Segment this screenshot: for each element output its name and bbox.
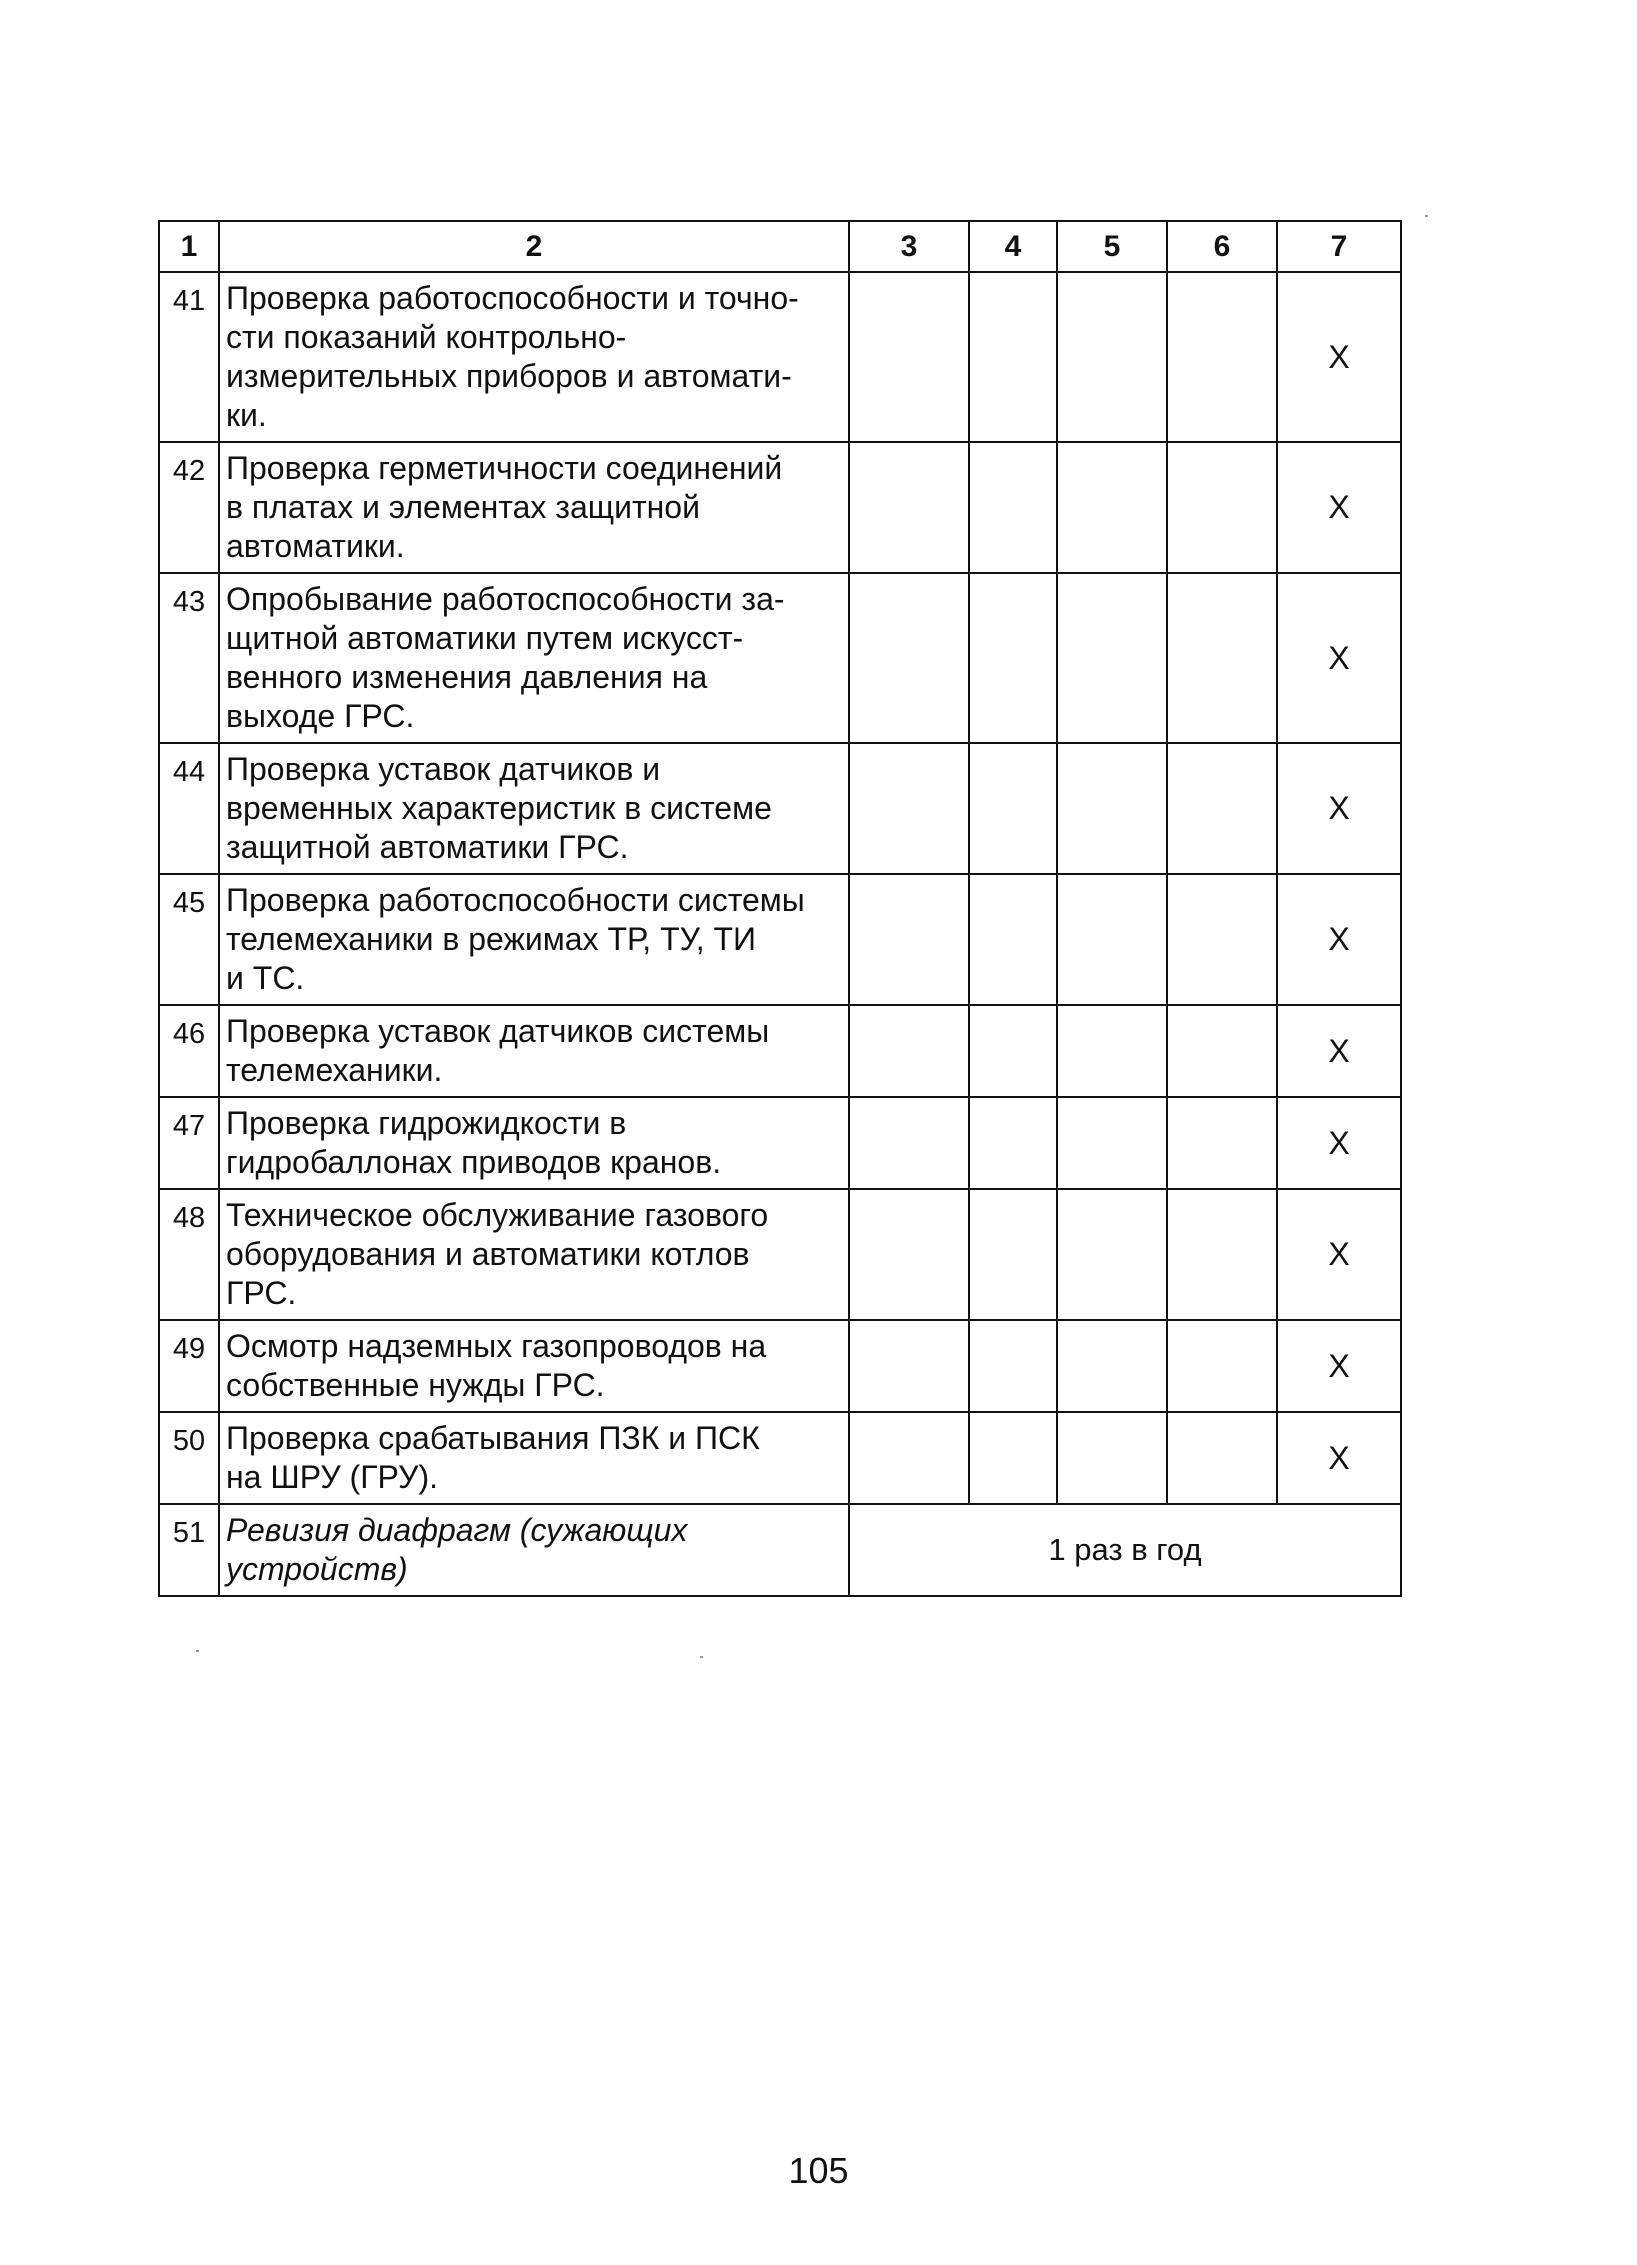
row-number: 44 bbox=[159, 743, 219, 874]
frequency-merged-cell: 1 раз в год bbox=[849, 1504, 1401, 1596]
empty-cell-col-6 bbox=[1167, 272, 1277, 442]
table-row bbox=[159, 442, 1401, 573]
description-line: ки. bbox=[226, 397, 267, 433]
empty-cell-col-5 bbox=[1057, 743, 1167, 874]
table-row bbox=[159, 1189, 1401, 1320]
table-header-row bbox=[159, 221, 1401, 272]
header-cell: 1 bbox=[159, 221, 219, 272]
row-number: 48 bbox=[159, 1189, 219, 1320]
description-line: временных характеристик в системе bbox=[226, 790, 772, 826]
row-description bbox=[219, 573, 849, 743]
description-line: ГРС. bbox=[226, 1275, 297, 1311]
row-number: 45 bbox=[159, 874, 219, 1005]
header-cell: 6 bbox=[1167, 221, 1277, 272]
row-description bbox=[219, 1320, 849, 1412]
empty-cell-col-5 bbox=[1057, 573, 1167, 743]
table-row bbox=[159, 1097, 1401, 1189]
mark-col-7: Х bbox=[1277, 1097, 1401, 1189]
description-line: Проверка работоспособности системы bbox=[226, 882, 805, 918]
empty-cell-col-3 bbox=[849, 272, 969, 442]
description-line: Проверка работоспособности и точно- bbox=[226, 280, 799, 316]
empty-cell-col-3 bbox=[849, 1097, 969, 1189]
empty-cell-col-6 bbox=[1167, 1097, 1277, 1189]
description-line: Проверка гидрожидкости в bbox=[226, 1105, 627, 1141]
header-cell: 3 bbox=[849, 221, 969, 272]
empty-cell-col-5 bbox=[1057, 1412, 1167, 1504]
empty-cell-col-5 bbox=[1057, 272, 1167, 442]
scan-speck bbox=[1425, 215, 1428, 217]
table-row bbox=[159, 573, 1401, 743]
row-description bbox=[219, 1412, 849, 1504]
description-line: оборудования и автоматики котлов bbox=[226, 1236, 750, 1272]
description-line: венного изменения давления на bbox=[226, 659, 708, 695]
empty-cell-col-6 bbox=[1167, 573, 1277, 743]
row-number: 51 bbox=[159, 1504, 219, 1596]
empty-cell-col-6 bbox=[1167, 1005, 1277, 1097]
empty-cell-col-5 bbox=[1057, 1189, 1167, 1320]
empty-cell-col-3 bbox=[849, 573, 969, 743]
description-line: и ТС. bbox=[226, 960, 305, 996]
empty-cell-col-6 bbox=[1167, 1412, 1277, 1504]
row-number: 41 bbox=[159, 272, 219, 442]
row-description bbox=[219, 1097, 849, 1189]
empty-cell-col-3 bbox=[849, 1412, 969, 1504]
empty-cell-col-6 bbox=[1167, 1189, 1277, 1320]
mark-col-7: Х bbox=[1277, 1189, 1401, 1320]
empty-cell-col-6 bbox=[1167, 1320, 1277, 1412]
row-number: 43 bbox=[159, 573, 219, 743]
empty-cell-col-4 bbox=[969, 1189, 1057, 1320]
mark-col-7: Х bbox=[1277, 1320, 1401, 1412]
empty-cell-col-3 bbox=[849, 874, 969, 1005]
row-description bbox=[219, 272, 849, 442]
header-cell: 5 bbox=[1057, 221, 1167, 272]
row-number: 47 bbox=[159, 1097, 219, 1189]
description-line: Проверка срабатывания ПЗК и ПСК bbox=[226, 1420, 760, 1456]
maintenance-table bbox=[158, 220, 1402, 1597]
row-description bbox=[219, 1005, 849, 1097]
description-line: защитной автоматики ГРС. bbox=[226, 829, 629, 865]
empty-cell-col-6 bbox=[1167, 874, 1277, 1005]
mark-col-7: Х bbox=[1277, 1005, 1401, 1097]
description-line: Проверка уставок датчиков системы bbox=[226, 1013, 770, 1049]
description-line: на ШРУ (ГРУ). bbox=[226, 1459, 439, 1495]
description-line: Осмотр надземных газопроводов на bbox=[226, 1328, 767, 1364]
empty-cell-col-3 bbox=[849, 1189, 969, 1320]
empty-cell-col-5 bbox=[1057, 1320, 1167, 1412]
description-line: сти показаний контрольно- bbox=[226, 319, 627, 355]
description-line: выходе ГРС. bbox=[226, 698, 415, 734]
table-row bbox=[159, 1005, 1401, 1097]
empty-cell-col-4 bbox=[969, 1097, 1057, 1189]
empty-cell-col-5 bbox=[1057, 1097, 1167, 1189]
mark-col-7: Х bbox=[1277, 573, 1401, 743]
description-line: устройств) bbox=[226, 1551, 408, 1587]
description-line: измерительных приборов и автомати- bbox=[226, 358, 792, 394]
empty-cell-col-4 bbox=[969, 442, 1057, 573]
row-description bbox=[219, 874, 849, 1005]
row-description bbox=[219, 1504, 849, 1596]
empty-cell-col-4 bbox=[969, 573, 1057, 743]
description-line: Проверка герметичности соединений bbox=[226, 450, 783, 486]
header-cell: 7 bbox=[1277, 221, 1401, 272]
description-line: щитной автоматики путем искусст- bbox=[226, 620, 744, 656]
scan-speck bbox=[700, 1656, 703, 1658]
description-line: Техническое обслуживание газового bbox=[226, 1197, 769, 1233]
row-description bbox=[219, 442, 849, 573]
empty-cell-col-3 bbox=[849, 442, 969, 573]
table-row bbox=[159, 1504, 1401, 1596]
empty-cell-col-6 bbox=[1167, 442, 1277, 573]
empty-cell-col-4 bbox=[969, 874, 1057, 1005]
description-line: в платах и элементах защитной bbox=[226, 489, 700, 525]
table-row bbox=[159, 1320, 1401, 1412]
row-number: 46 bbox=[159, 1005, 219, 1097]
empty-cell-col-6 bbox=[1167, 743, 1277, 874]
description-line: телемеханики. bbox=[226, 1052, 443, 1088]
description-line: Опробывание работоспособности за- bbox=[226, 581, 785, 617]
mark-col-7: Х bbox=[1277, 743, 1401, 874]
empty-cell-col-3 bbox=[849, 1320, 969, 1412]
empty-cell-col-5 bbox=[1057, 442, 1167, 573]
empty-cell-col-3 bbox=[849, 743, 969, 874]
mark-col-7: Х bbox=[1277, 1412, 1401, 1504]
description-line: Проверка уставок датчиков и bbox=[226, 751, 661, 787]
row-number: 50 bbox=[159, 1412, 219, 1504]
empty-cell-col-4 bbox=[969, 1412, 1057, 1504]
description-line: Ревизия диафрагм (сужающих bbox=[226, 1512, 688, 1548]
mark-col-7: Х bbox=[1277, 874, 1401, 1005]
empty-cell-col-3 bbox=[849, 1005, 969, 1097]
description-line: телемеханики в режимах ТР, ТУ, ТИ bbox=[226, 921, 757, 957]
empty-cell-col-4 bbox=[969, 1005, 1057, 1097]
empty-cell-col-4 bbox=[969, 1320, 1057, 1412]
table-row bbox=[159, 1412, 1401, 1504]
description-line: гидробаллонах приводов кранов. bbox=[226, 1144, 722, 1180]
row-number: 42 bbox=[159, 442, 219, 573]
empty-cell-col-4 bbox=[969, 743, 1057, 874]
description-line: собственные нужды ГРС. bbox=[226, 1367, 605, 1403]
header-cell: 4 bbox=[969, 221, 1057, 272]
table-row bbox=[159, 272, 1401, 442]
scan-speck bbox=[196, 1650, 199, 1652]
empty-cell-col-5 bbox=[1057, 874, 1167, 1005]
description-line: автоматики. bbox=[226, 528, 405, 564]
page-number: 105 bbox=[788, 2150, 849, 2191]
mark-col-7: Х bbox=[1277, 272, 1401, 442]
row-description bbox=[219, 1189, 849, 1320]
row-description bbox=[219, 743, 849, 874]
table-row bbox=[159, 743, 1401, 874]
table-row bbox=[159, 874, 1401, 1005]
header-cell: 2 bbox=[219, 221, 849, 272]
empty-cell-col-5 bbox=[1057, 1005, 1167, 1097]
empty-cell-col-4 bbox=[969, 272, 1057, 442]
row-number: 49 bbox=[159, 1320, 219, 1412]
mark-col-7: Х bbox=[1277, 442, 1401, 573]
